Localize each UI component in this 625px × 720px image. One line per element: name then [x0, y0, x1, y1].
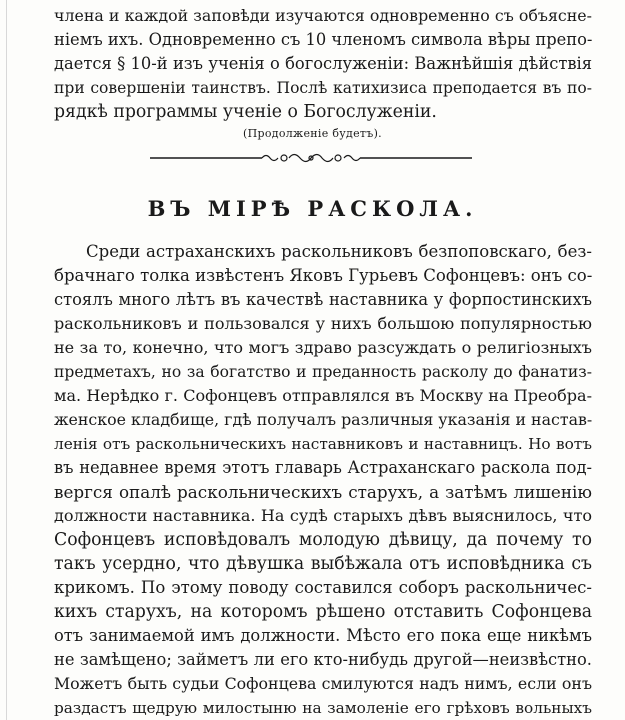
- page-edge-line: [6, 0, 7, 720]
- text-line: въ недавнее время этотъ главарь Астраханскаго раскола под-: [54, 458, 592, 477]
- article-title: ВЪ МІРѢ РАСКОЛА.: [147, 196, 478, 221]
- text-line: раздастъ щедрую милостыню на замоленіе его грѣховъ вольныхъ: [54, 699, 592, 717]
- text-line: предметахъ, но за богатство и преданность расколу до фанатиз-: [54, 363, 592, 381]
- text-line: члена и каждой заповѣди изучаются одновременно съ объясне-: [54, 6, 592, 25]
- text-line: не за то, конечно, что могъ здраво разсуждать о религіозныхъ: [54, 338, 592, 357]
- text-line: женское кладбище, гдѣ получалъ различныя указанія и настав-: [54, 410, 592, 429]
- text-line: вергся опалѣ раскольническихъ старухъ, а затѣмъ лишенію: [54, 482, 592, 502]
- text-line: при совершеніи таинствъ. Послѣ катихизиса преподается въ по-: [54, 79, 592, 97]
- text-line: Софонцевъ исповѣдовалъ молодую дѣвицу, да почему то: [54, 530, 592, 550]
- text-line: стоялъ много лѣтъ въ качествѣ наставника у форпостинскихъ: [54, 290, 592, 309]
- text-line: ленія отъ раскольническихъ наставниковъ и наставницъ. Но вотъ: [54, 435, 592, 453]
- text-line: крикомъ. По этому поводу составился соборъ раскольничес-: [54, 578, 592, 597]
- text-line: ма. Нерѣдко г. Софонцевъ отправлялся въ Москву на Преобра-: [54, 386, 592, 405]
- text-line: Можетъ быть судьи Софонцева смилуются надъ нимъ, если онъ: [54, 674, 592, 693]
- continuation-note: (Продолженіе будетъ).: [243, 127, 382, 140]
- text-line: раскольниковъ и пользовался у нихъ большою популярностью: [54, 314, 592, 333]
- text-line: отъ занимаемой имъ должности. Мѣсто его пока еще никѣмъ: [54, 626, 592, 645]
- text-line: ніемъ ихъ. Одновременно съ 10 членомъ символа вѣры препо-: [54, 30, 592, 49]
- text-line: должности наставника. На судѣ старыхъ дѣвъ выяснилось, что: [54, 506, 592, 525]
- text-line: дается § 10-й изъ ученія о богослуженіи: Важнѣйшія дѣйствія: [54, 54, 592, 73]
- text-line: Среди астраханскихъ раскольниковъ безпоповскаго, без-: [86, 242, 592, 261]
- text-line: рядкѣ программы ученіе о Богослуженіи.: [54, 102, 437, 122]
- text-line: не замѣщено; займетъ ли его кто-нибудь другой—неизвѣстно.: [54, 650, 592, 669]
- text-line: кихъ старухъ, на которомъ рѣшено отставить Софонцева: [54, 602, 592, 622]
- text-line: такъ усердно, что дѣвушка выбѣжала отъ исповѣдника съ: [54, 554, 592, 574]
- text-line: брачнаго толка извѣстенъ Яковъ Гурьевъ Софонцевъ: онъ со-: [54, 266, 592, 285]
- ornamental-divider: [150, 150, 472, 166]
